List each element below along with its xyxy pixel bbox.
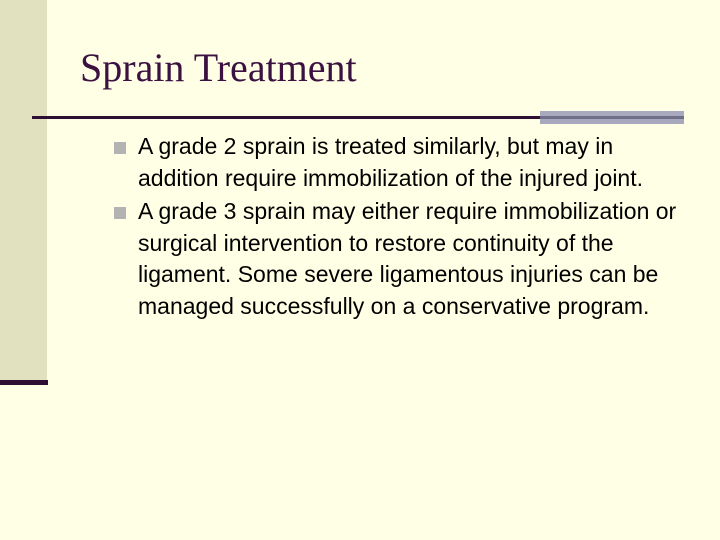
- square-bullet-icon: [114, 142, 126, 154]
- bullet-list: [114, 131, 684, 324]
- bullet-text: A grade 3 sprain may either require immobilization or surgical intervention to restore continuity of the ligament. Some severe ligamentous injuries can be managed successfully on a conservative program.: [138, 198, 677, 319]
- bullet-text: A grade 2 sprain is treated similarly, but may in addition require immobilization of the injured joint.: [138, 133, 644, 191]
- left-decorative-bar: [0, 0, 47, 380]
- bullet-item: [114, 196, 684, 322]
- slide-title: Sprain Treatment: [80, 45, 357, 90]
- title-divider-accent-line: [540, 116, 684, 119]
- bullet-item: [114, 131, 684, 194]
- left-bar-rule: [0, 380, 48, 385]
- square-bullet-icon: [114, 207, 126, 219]
